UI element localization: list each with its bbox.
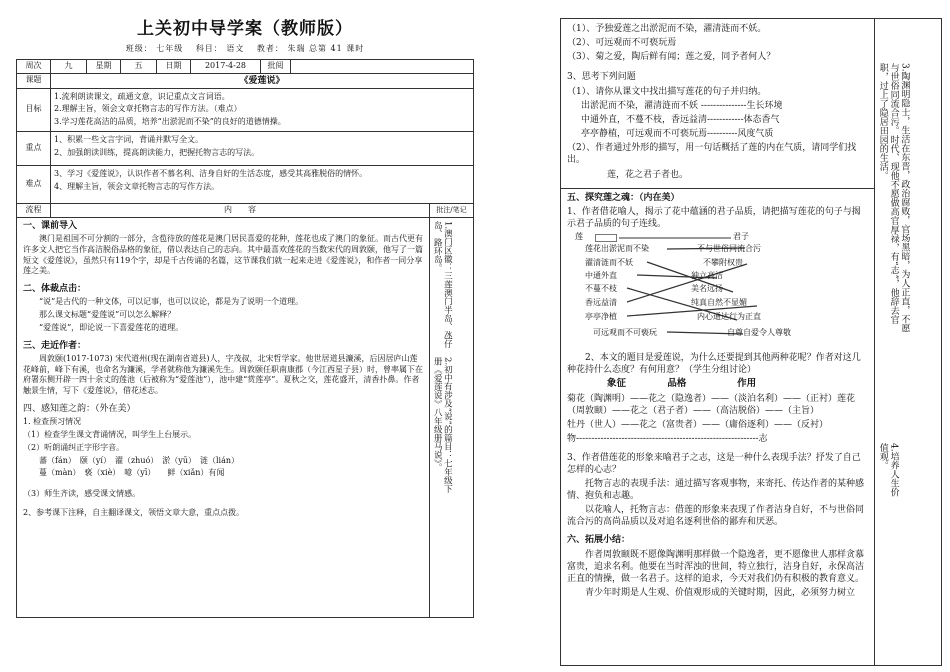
table-header: 象征 品格 作用 <box>607 378 757 390</box>
topic-value: 《爱莲说》 <box>51 73 474 88</box>
goals: 1.流利朗读课文，疏通文意，识记重点文言词语。 2.理解主旨，领会文章托物言志的写作方法。（难点） 3.学习莲花高洁的品质，培养“出淤泥而不染”的良好的道德情操。 <box>51 88 474 131</box>
page-title: 上关初中导学案（教师版） <box>137 19 353 39</box>
connector-line <box>627 264 747 302</box>
matching-diagram: 莲 君子 莲花出淤泥而不染 濯清涟而不妖 中通外直 不蔓不枝 香远益清 亭亭净植 可远观而不可亵玩 不与世俗同流合污 不攀附权贵 独立高洁 美名远扬 纯真自然不显媚 内心通达行为正直 自尊自爱令人尊敬 <box>567 232 868 348</box>
content-table: 流程 内 容 批注/笔记 一、课前导入 澳门是祖国不可分割的一部分，含苞待放的莲花是澳门居民喜爱的花种，莲花也成了澳门的象征。而古代更有许多文人把它当作高洁脱俗品格的象征，借以表达自己的志向。其中最喜欢莲花的当数宋代的周敦颐，他写了一篇短文《爱莲说》，虽然只有119个字，却是千古传诵的名篇，这节课我们就一起来走进《爱莲说》，和作者一同分享莲之美。 二、体裁点击： “说”是古代的一种文体，可以记事，也可以议论，都是为了说明一个道理。 那么课文标题“爱莲说”可以怎么解释？ “爱莲说”，即论说一下喜爱莲花的道理。 三、走近作者： 周敦颐(1017-1073) 宋代道州(现在湖南省道县)人，字茂叔，北宋哲学家。他世居道县濂溪，后因居庐山莲花峰前，峰下有溪，也命名为濂溪，学者就称他为濂溪先生。周敦颐任职南康郡（今江西星子县）时，曾率属下在府署东侧开辟一四十余丈的莲池（后被称为“爱莲池”），池中建“赏莲亭”。夏秋之交，莲花盛开，清香扑鼻。作者触景生情，写下《爱莲说》，借花述志。 四、感知莲之韵：（外在美） 1. 检查预习情况 （1）检查学生课文背诵情况，叫学生上台展示。 （2）听朗诵纠正字形字音。 蕃（fán） 颐（yí） 濯（zhuó） 淤（yū） 涟（lián） 蔓（màn） 亵（xiè） 噫（yī） 鲜（xiǎn）有闻 （3）师生齐读，感受课文情感。 2、参考课下注释，自主翻译课文，领悟文章大意，重点点拨。 1.澳门区徽：三莲澳门半岛、氹仔岛、路环岛。 2.初中有涉及“说”的篇目：七年级下册《爱莲说》八年级册马说》。 <box>16 204 474 618</box>
difficult-points: 3、学习《爱莲说》，认识作者不慕名利、洁身自好的生活态度，感受其高雅脱俗的情怀。 4、理解主旨，领会文章托物言志的写作方法。 <box>51 166 474 204</box>
right-content: （1）、予独爱莲之出淤泥而不染，濯清涟而不妖。 （2）、可远观而不可亵玩焉 （3）、菊之爱，陶后鲜有闻；莲之爱，同予者何人？ 3、思考下列问题 （1）、请你从课文中找出描写莲花的句子并归纳。 出淤泥而不染，濯清涟而不妖 ---------------生长环境 中通外直，不蔓不枝，香远益清------------体态香气 亭亭静植，可远观而不可亵玩焉----------风度气质 （2）、作者通过外形的描写，用一句话概括了莲的内在气质，请同学们找出。 莲，花之君子者也。 五、探究莲之魂：（内在美） 1、作者借花喻人，揭示了花中蕴涵的君子品质，请把描写莲花的句子与揭示君子品质的句子连线。 莲 君子 莲花出淤泥而不染 濯清涟而不妖 中通外直 不蔓不枝 香远益清 亭亭净植 可远观而不可亵玩 不与世俗同流合污 不攀附权贵 独立高洁 美名远扬 纯真自然不显媚 内心通达行为正直 自尊自爱令人尊敬 2、本文的题目是爱莲说，为什么还要提到其他两种花呢？作者对这几种花持什么态度？有何用意？（学生分组讨论） 象征 品格 作用 菊花（陶渊明）——花之（隐逸者）——（淡泊名利）——（正衬）莲花（周敦颐）——花之（君子者）——（高洁脱俗）——（主旨） 牡丹（世人）——花之（富贵者）——（庸俗逐利）——（反衬） 物------------------------------------------------------------志 3、作者借莲花的形象来喻君子之志，这是一种什么表现手法？抒发了自己怎样的心志？ 托物言志的表现手法：通过描写客观事物，来寄托、传达作者的某种感情、抱负和志趣。 以花喻人，托物言志：借莲的形象来表现了作者洁身自好，不与世俗同流合污的高尚品质以及对追名逐利世俗的鄙弃和厌恶。 六、拓展小结： 作者周敦颐既不愿像陶渊明那样做一个隐逸者，更不愿像世人那样贪慕富贵，追求名利。他要在当时浑浊的世间，特立独行，洁身自好，永保高洁正直的情操，做一名君子。这样的追求，今天对我们仍有积极的教育意义。 青少年时期是人生观、价值观形成的关键时期，因此，必须努力树立 <box>561 19 875 665</box>
right-note-column: 3.陶渊明隐士，生活在东晋，政治腐败，官场黑暗，为人正直，不愿与世俗同流合污。时代、现他不愿做高官厚禄，有“志”，他辞去官职，过上了隐居田园的生活。 4.培养人生价值观。 <box>877 63 910 497</box>
right-panel <box>560 18 942 666</box>
main-content: 一、课前导入 澳门是祖国不可分割的一部分，含苞待放的莲花是澳门居民喜爱的花种，莲花也成了澳门的象征。而古代更有许多文人把它当作高洁脱俗品格的象征，借以表达自己的志向。其中最喜欢莲花的当数宋代的周敦颐，他写了一篇短文《爱莲说》，虽然只有119个字，却是千古传诵的名篇，这节课我们就一起来走进《爱莲说》，和作者一同分享莲之美。 二、体裁点击： “说”是古代的一种文体，可以记事，也可以议论，都是为了说明一个道理。 那么课文标题“爱莲说”可以怎么解释？ “爱莲说”，即论说一下喜爱莲花的道理。 三、走近作者： 周敦颐(1017-1073) 宋代道州(现在湖南省道县)人，字茂叔，北宋哲学家。他世居道县濂溪，后因居庐山莲花峰前，峰下有溪，也命名为濂溪，学者就称他为濂溪先生。周敦颐任职南康郡（今江西星子县）时，曾率属下在府署东侧开辟一四十余丈的莲池（后被称为“爱莲池”），池中建“赏莲亭”。夏秋之交，莲花盛开，清香扑鼻。作者触景生情，写下《爱莲说》，借花述志。 四、感知莲之韵：（外在美） 1. 检查预习情况 （1）检查学生课文背诵情况，叫学生上台展示。 （2）听朗诵纠正字形字音。 蕃（fán） 颐（yí） 濯（zhuó） 淤（yū） 涟（lián） 蔓（màn） 亵（xiè） 噫（yī） 鲜（xiǎn）有闻 （3）师生齐读，感受课文情感。 2、参考课下注释，自主翻译课文，领悟文章大意，重点点拨。 <box>17 217 430 617</box>
note-column: 1.澳门区徽：三莲澳门半岛、氹仔岛、路环岛。 2.初中有涉及“说”的篇目：七年级下册《爱莲说》八年级册马说》。 <box>430 217 474 617</box>
left-panel <box>16 18 474 666</box>
key-points: 1、积累一些文言字词，背诵并默写全文。 2、加强朗读训练，提高朗读能力，把握托物言志的写法。 <box>51 132 474 166</box>
header-info: 班级： 七年级 科目： 语文 教者： 朱瑞 总第 41 课时 <box>125 43 365 53</box>
meta-table: 周次 九 星期 五 日期 2017-4-28 批阅 课题 《爱莲说》 目标 1.流利朗读课文，疏通文意，识记重点文言词语。 2.理解主旨，领会文章托物言志的写作方法。（难点） 3.学习莲花高洁的品质，培养“出淤泥而不染”的良好的道德情操。 重点 1、积累一些文言字词，背诵并默写全文。 2、加强朗读训练，提高朗读能力，把握托物言志的写法。 难点 3、学习《爱莲说》，认识作者不慕名利、洁身自好的生活态度，感受其高雅脱俗的情怀。 4、理解主旨，领会文章托物言志的写作方法。 <box>16 59 474 204</box>
